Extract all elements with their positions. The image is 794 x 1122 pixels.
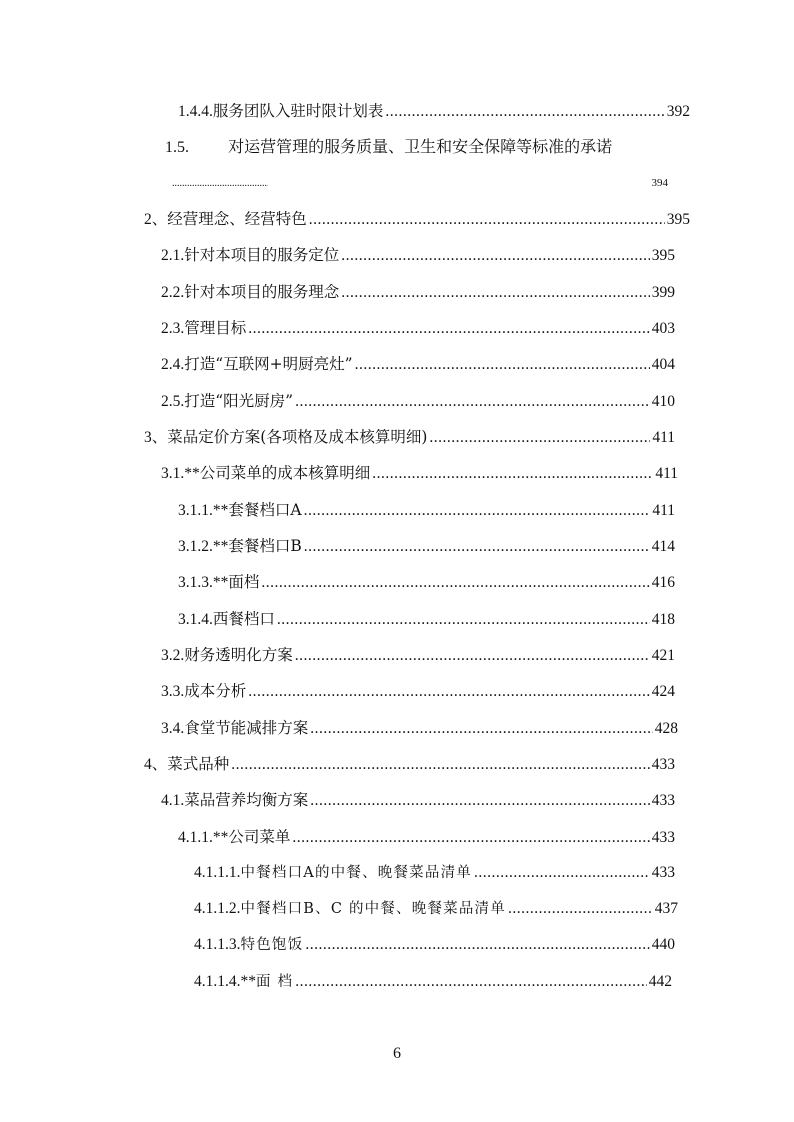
toc-title: 服务团队入驻时限计划表 [212,102,384,120]
toc-leader [277,611,650,629]
toc-page: 411 [652,502,675,519]
toc-title: 中餐档口A的中餐、晚餐菜品清单 [240,865,472,881]
toc-entry-3-1-1[interactable] [178,498,675,524]
toc-page: 424 [651,683,675,700]
toc-leader [310,720,652,738]
toc-page: 428 [654,720,678,737]
toc-leader [341,247,649,265]
toc-page: 433 [651,864,675,881]
toc-entry-4-1-1-3[interactable] [194,933,675,959]
toc-leader [429,429,650,447]
toc-number: 2.5. [161,393,185,410]
toc-entry-4-1-1-2[interactable] [194,897,678,923]
toc-leader [310,792,649,810]
toc-title: 西餐档口 [212,610,275,628]
toc-leader [295,647,650,665]
page-number: 6 [393,1045,401,1062]
toc-entry-4-1-1-1[interactable] [194,861,675,887]
toc-leader [305,936,649,954]
toc-number: 2.2. [161,284,185,301]
toc-number: 2.1. [161,247,185,264]
toc-number: 1.4.4. [178,103,213,120]
toc-title: 套餐档口B [228,537,302,555]
toc-page: 394 [651,177,668,189]
toc-number: 4.1.1.4.** [194,973,256,990]
toc-number: 1.5. [165,139,189,156]
toc-entry-3-1-3[interactable] [178,570,675,596]
toc-entry-1-5-continuation[interactable] [170,177,668,193]
toc-leader [341,284,649,302]
toc-title: 针对本项目的服务定位 [184,246,340,264]
toc-entry-1-5[interactable] [165,134,612,157]
toc-number: 4.1. [161,792,185,809]
toc-entry-4-1-1[interactable] [178,825,675,851]
toc-title: 打造“阳光厨房” [184,392,294,410]
toc-page: 418 [651,611,675,628]
toc-page: 440 [651,936,675,953]
toc-leader [372,465,653,483]
toc-leader [508,900,653,918]
toc-number: 2.3. [161,320,185,337]
toc-title: 面 档 [256,974,294,990]
toc-leader [248,683,649,701]
toc-page: 410 [651,393,675,410]
toc-page: 421 [651,647,675,664]
toc-number: 3、 [144,429,168,446]
toc-number: 2.4. [161,356,185,373]
toc-number: 3.1.2.** [178,538,229,555]
toc-title: 经营理念、经营特色 [167,210,307,228]
toc-entry-3-1-4[interactable] [178,607,675,633]
toc-page: 395 [651,247,675,264]
toc-number: 4.1.1.2. [194,900,241,917]
toc-title: 菜品营养均衡方案 [184,791,309,809]
toc-entry-3-1-2[interactable] [178,534,675,560]
toc-leader [304,502,651,520]
toc-number: 3.4. [161,720,185,737]
toc-leader [261,574,649,592]
toc-entry-3-2[interactable] [161,643,675,669]
toc-page: 403 [651,320,675,337]
toc-page: 399 [651,284,675,301]
toc-leader [295,973,647,991]
toc-number: 4.1.1.1. [194,864,241,881]
toc-page: 404 [651,356,675,373]
toc-page: 414 [651,538,675,555]
toc-leader [474,864,650,882]
toc-title: 打造“互联网+明厨亮灶” [184,355,353,373]
toc-entry-3-4[interactable] [161,716,678,742]
toc-leader [309,211,665,229]
toc-number: 3.1.1.** [178,502,229,519]
toc-title: 对运营管理的服务质量、卫生和安全保障等标准的承诺 [228,137,613,156]
toc-leader [385,103,664,121]
toc-number: 4.1.1.3. [194,936,241,953]
toc-title: 管理目标 [184,319,247,337]
toc-page: 433 [651,756,675,773]
toc-number: 3.2. [161,647,185,664]
toc-title: 针对本项目的服务理念 [184,283,340,301]
toc-page: 433 [651,792,675,809]
toc-leader [172,178,268,189]
toc-number: 4.1.1.** [178,829,229,846]
toc-title: 特色饱饭 [240,937,304,953]
toc-page: 433 [651,829,675,846]
toc-number: 4、 [144,756,168,773]
toc-page: 416 [651,574,675,591]
toc-entry-3-1[interactable] [161,461,678,487]
toc-entry-2-5[interactable] [161,389,675,415]
toc-page: 411 [655,465,678,482]
toc-page: 442 [648,973,672,990]
toc-entry-2-1[interactable] [161,243,675,269]
toc-title: 公司菜单 [228,828,291,846]
toc-entry-3[interactable] [144,425,675,451]
toc-title: 中餐档口B、C 的中餐、晚餐菜品清单 [240,901,506,917]
toc-leader [295,393,650,411]
toc-title: 财务透明化方案 [184,646,293,664]
toc-number: 3.1.** [161,465,200,482]
toc-entry-1-4-4[interactable] [178,99,690,125]
toc-title: 公司菜单的成本核算明细 [199,464,371,482]
toc-title: 面档 [228,573,260,591]
toc-page: 395 [666,211,690,228]
toc-entry-3-3[interactable] [161,679,675,705]
toc-entry-2[interactable] [144,207,690,233]
toc-title: 食堂节能减排方案 [184,719,309,737]
toc-entry-2-2[interactable] [161,280,675,306]
toc-entry-4-1[interactable] [161,788,675,814]
toc-title: 成本分析 [184,682,247,700]
toc-title: 菜式品种 [167,755,230,773]
toc-title: 菜品定价方案(各项格及成本核算明细) [167,428,428,446]
toc-entry-2-4[interactable] [161,352,675,378]
toc-number: 3.1.3.** [178,574,229,591]
toc-leader [248,320,649,338]
toc-number: 3.3. [161,683,185,700]
toc-page: 392 [666,103,690,120]
toc-entry-4-1-1-4[interactable] [194,970,672,996]
toc-leader [292,829,649,847]
toc-leader [355,356,650,374]
toc-page: 437 [654,900,678,917]
toc-title: 套餐档口A [228,501,302,519]
toc-leader [231,756,649,774]
toc-entry-2-3[interactable] [161,316,675,342]
toc-entry-4[interactable] [144,752,675,778]
toc-page: 411 [652,429,675,446]
toc-number: 2、 [144,211,168,228]
toc-number: 3.1.4. [178,611,213,628]
toc-leader [304,538,650,556]
